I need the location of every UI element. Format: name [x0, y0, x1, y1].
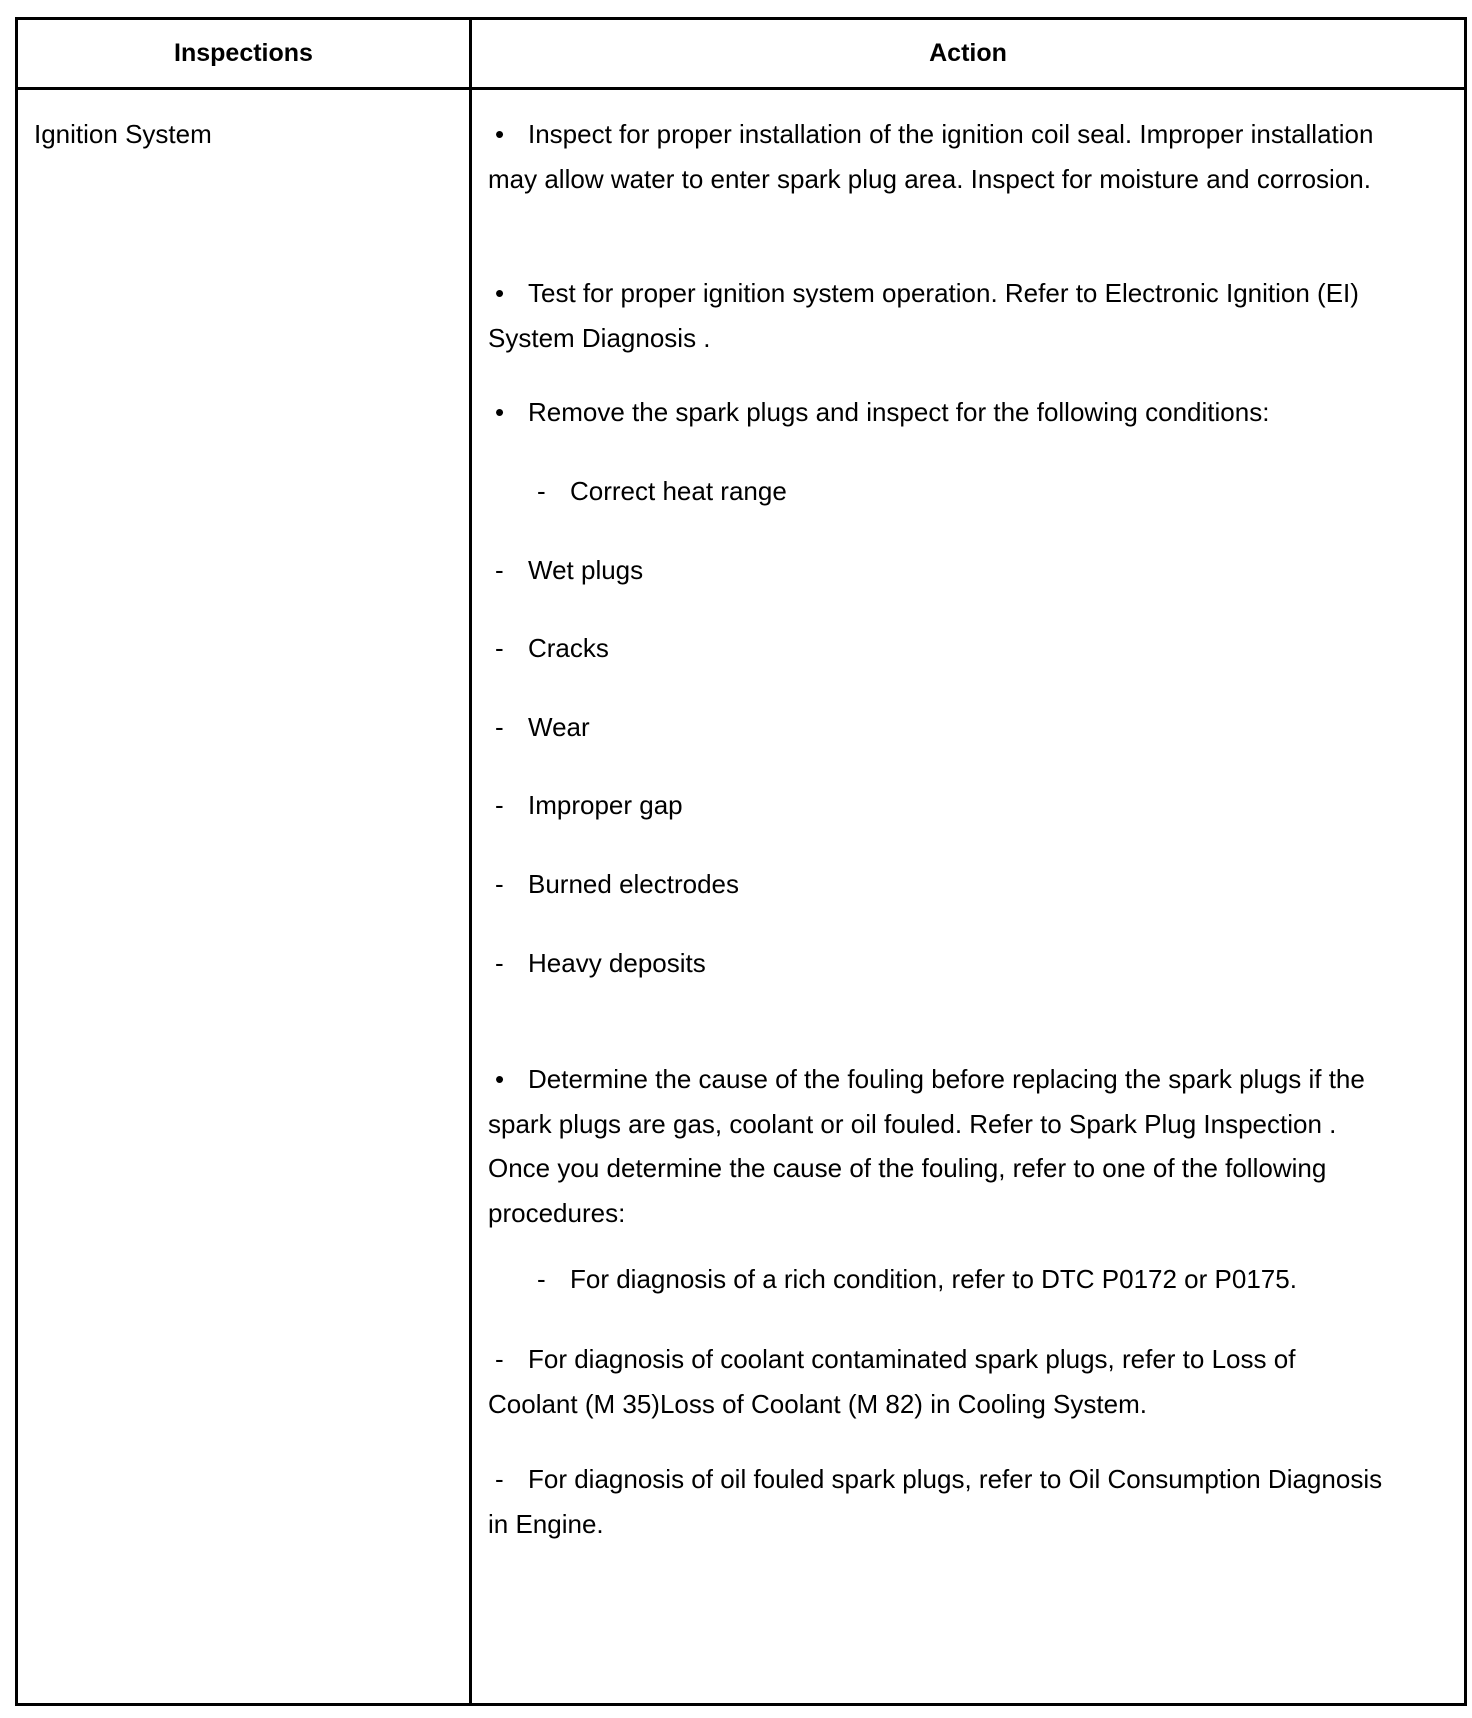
inspection-cell: Ignition System — [34, 119, 212, 149]
header-inspections: Inspections — [174, 39, 313, 67]
action-item-text: Wear — [528, 712, 590, 742]
dash-marker: - — [537, 476, 546, 506]
dash-marker: - — [495, 555, 504, 585]
dash-marker: - — [495, 712, 504, 742]
bullet-marker: • — [495, 1064, 505, 1094]
action-item-text: Test for proper ignition system operation. Refer to Electronic Ignition (EI) System Diagnosis . — [488, 278, 1359, 353]
dash-marker: - — [495, 948, 504, 978]
action-item-text: Correct heat range — [570, 476, 787, 506]
action-subitem — [488, 783, 1388, 828]
header-divider — [18, 87, 1464, 90]
action-subitem — [488, 548, 1388, 593]
dash-marker: - — [495, 1344, 504, 1374]
action-subitem — [488, 705, 1388, 750]
action-item-text: Burned electrodes — [528, 869, 740, 899]
column-divider — [469, 20, 472, 1703]
action-subitem — [530, 1257, 1388, 1302]
action-item-text: Determine the cause of the fouling before replacing the spark plugs if the spark plugs are gas, coolant or oil fouled. Refer to Spark Plug Inspection . Once you determine the cause of the fouling, refer to one of the following procedures: — [488, 1064, 1365, 1228]
action-item-text: Inspect for proper installation of the ignition coil seal. Improper installation may allow water to enter spark plug area. Inspect for moisture and corrosion. — [488, 119, 1374, 194]
action-subitem — [488, 1457, 1388, 1546]
bullet-marker: • — [495, 278, 505, 308]
action-item — [488, 1057, 1388, 1235]
action-subitem — [488, 626, 1388, 671]
bullet-marker: • — [495, 119, 505, 149]
action-item-text: Remove the spark plugs and inspect for the following conditions: — [528, 397, 1270, 427]
action-item — [488, 390, 1388, 435]
action-subitem — [488, 862, 1388, 907]
dash-marker: - — [537, 1264, 546, 1294]
action-item-text: For diagnosis of a rich condition, refer to DTC P0172 or P0175. — [570, 1264, 1297, 1294]
action-item-text: Improper gap — [528, 790, 683, 820]
action-item-text: Wet plugs — [528, 555, 644, 585]
bullet-marker: • — [495, 397, 505, 427]
action-subitem — [488, 1337, 1388, 1426]
action-item-text: For diagnosis of oil fouled spark plugs, refer to Oil Consumption Diagnosis in Engine. — [488, 1464, 1383, 1539]
action-subitem — [530, 469, 1388, 514]
action-item — [488, 271, 1388, 360]
dash-marker: - — [495, 869, 504, 899]
header-action: Action — [929, 39, 1007, 67]
dash-marker: - — [495, 790, 504, 820]
dash-marker: - — [495, 1464, 504, 1494]
action-item-text: For diagnosis of coolant contaminated spark plugs, refer to Loss of Coolant (M 35)Loss of Coolant (M 82) in Cooling System. — [488, 1344, 1296, 1419]
action-item-text: Cracks — [528, 633, 609, 663]
action-item-text: Heavy deposits — [528, 948, 706, 978]
action-subitem — [488, 941, 1388, 986]
action-item — [488, 112, 1388, 201]
dash-marker: - — [495, 633, 504, 663]
inspection-action-table — [15, 17, 1467, 1706]
